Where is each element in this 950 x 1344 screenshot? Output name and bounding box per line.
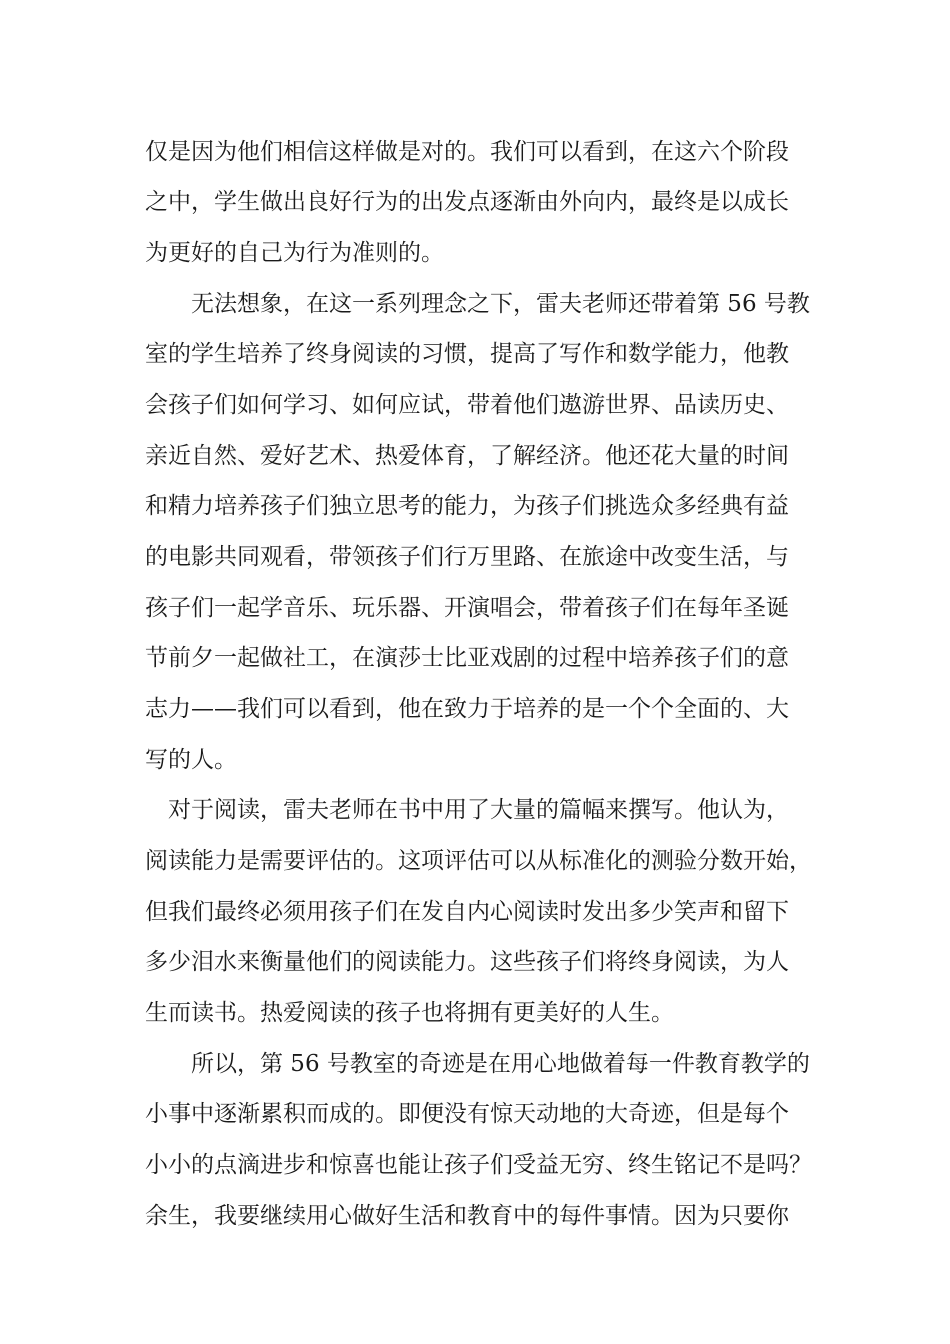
text-line: 写的人。 [145,747,237,773]
text-line: 阅读能力是需要评估的。这项评估可以从标准化的测验分数开始， [145,848,812,874]
text-line: 的电影共同观看，带领孩子们行万里路、在旅途中改变生活，与 [145,544,789,570]
text-line: 仅是因为他们相信这样做是对的。我们可以看到，在这六个阶段 [145,139,789,165]
text-line: 节前夕一起做社工，在演莎士比亚戏剧的过程中培养孩子们的意 [145,645,789,671]
text-line: 小事中逐渐累积而成的。即便没有惊天动地的大奇迹，但是每个 [145,1101,789,1127]
text-line: 小小的点滴进步和惊喜也能让孩子们受益无穷、终生铭记不是吗？ [145,1152,812,1178]
text-line: 志力——我们可以看到，他在致力于培养的是一个个全面的、大 [145,696,789,722]
text-line: 余生，我要继续用心做好生活和教育中的每件事情。因为只要你 [145,1203,789,1229]
text-line: 所以，第 56 号教室的奇迹是在用心地做着每一件教育教学的 [145,1051,810,1077]
text-line: 对于阅读，雷夫老师在书中用了大量的篇幅来撰写。他认为， [145,797,789,823]
text-line: 生而读书。热爱阅读的孩子也将拥有更美好的人生。 [145,1000,674,1026]
text-line: 多少泪水来衡量他们的阅读能力。这些孩子们将终身阅读，为人 [145,949,789,975]
text-line: 和精力培养孩子们独立思考的能力，为孩子们挑选众多经典有益 [145,493,789,519]
text-line: 孩子们一起学音乐、玩乐器、开演唱会，带着孩子们在每年圣诞 [145,595,789,621]
text-line: 但我们最终必须用孩子们在发自内心阅读时发出多少笑声和留下 [145,899,789,925]
text-line: 无法想象，在这一系列理念之下，雷夫老师还带着第 56 号教 [145,291,810,317]
text-line: 会孩子们如何学习、如何应试，带着他们遨游世界、品读历史、 [145,392,789,418]
text-line: 亲近自然、爱好艺术、热爱体育，了解经济。他还花大量的时间 [145,443,789,469]
text-line: 为更好的自己为行为准则的。 [145,240,444,266]
text-line: 之中，学生做出良好行为的出发点逐渐由外向内，最终是以成长 [145,189,789,215]
text-line: 室的学生培养了终身阅读的习惯，提高了写作和数学能力，他教 [145,341,789,367]
